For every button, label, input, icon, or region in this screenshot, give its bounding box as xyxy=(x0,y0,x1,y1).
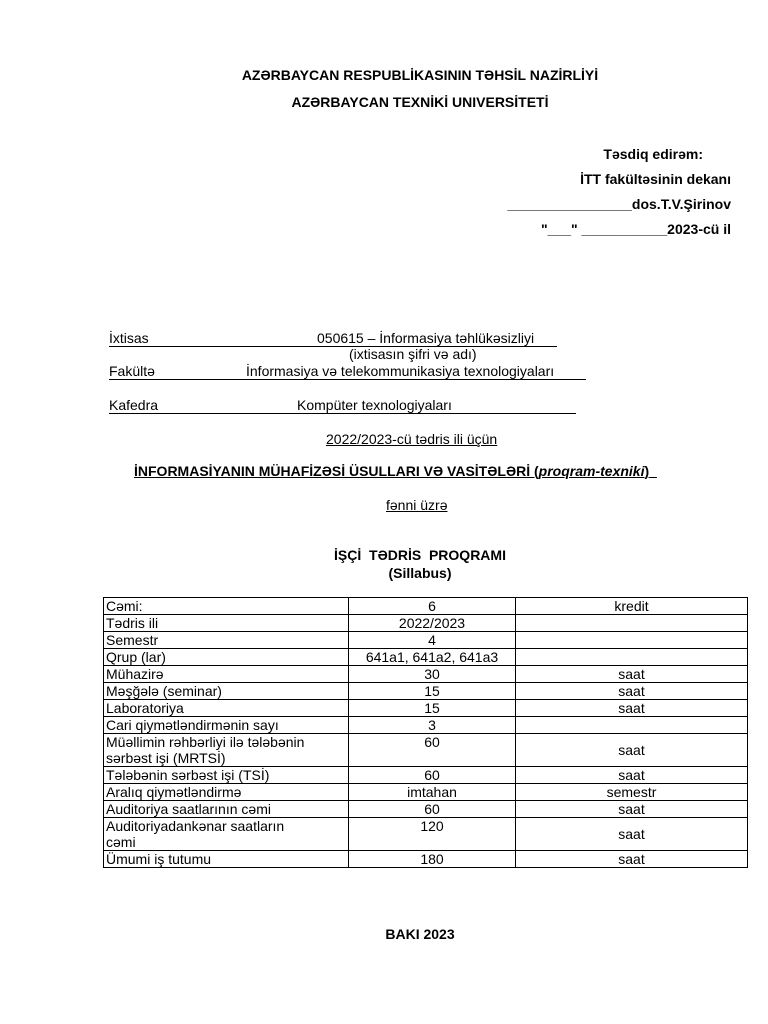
faculty-value: İnformasiya və telekommunikasiya texnologiyaları xyxy=(246,363,555,379)
row-value: 60 xyxy=(349,734,516,767)
specialty-value: 050615 – İnformasiya təhlükəsizliyi xyxy=(317,330,535,346)
table-row xyxy=(104,598,748,615)
row-unit xyxy=(516,632,748,649)
row-value: 6 xyxy=(349,598,516,615)
table-row xyxy=(104,666,748,683)
syllabus-table xyxy=(103,597,748,868)
course-title-main: İNFORMASİYANIN MÜHAFİZƏSİ ÜSULLARI VƏ VASİTƏLƏRİ ( xyxy=(134,463,539,479)
row-unit: kredit xyxy=(516,598,748,615)
table-row xyxy=(104,784,748,801)
table-row xyxy=(104,801,748,818)
row-label: Auditoriya saatlarının cəmi xyxy=(104,801,349,818)
department-line xyxy=(109,397,576,414)
subject-note: fənni üzrə xyxy=(386,497,448,513)
approval-date-line: "___" ___________2023-cü il xyxy=(541,221,731,237)
row-label: Mühazirə xyxy=(104,666,349,683)
row-unit xyxy=(516,717,748,734)
program-title: İŞÇİ TƏDRİS PROQRAMI xyxy=(334,547,506,563)
row-value: 30 xyxy=(349,666,516,683)
table-row xyxy=(104,818,748,851)
approval-dean-title: İTT fakültəsinin dekanı xyxy=(580,171,731,187)
row-label: Ümumi iş tutumu xyxy=(104,851,349,868)
table-row xyxy=(104,717,748,734)
row-unit: saat xyxy=(516,666,748,683)
faculty-line xyxy=(109,363,586,380)
table-row xyxy=(104,700,748,717)
specialty-note: (ixtisasın şifri və adı) xyxy=(349,346,477,362)
row-unit: saat xyxy=(516,734,748,767)
row-label: Müəllimin rəhbərliyi ilə tələbənin sərbəst işi (MRTSİ) xyxy=(104,734,349,767)
row-label: Məşğələ (seminar) xyxy=(104,683,349,700)
table-row xyxy=(104,851,748,868)
row-value: 60 xyxy=(349,801,516,818)
row-unit: saat xyxy=(516,801,748,818)
table-row xyxy=(104,734,748,767)
table-row xyxy=(104,649,748,666)
specialty-line xyxy=(109,330,557,347)
row-value: 180 xyxy=(349,851,516,868)
row-label: Tədris ili xyxy=(104,615,349,632)
row-unit: saat xyxy=(516,818,748,851)
row-label: Cari qiymətləndirmənin sayı xyxy=(104,717,349,734)
row-value: 2022/2023 xyxy=(349,615,516,632)
row-value: imtahan xyxy=(349,784,516,801)
row-unit: semestr xyxy=(516,784,748,801)
table-row xyxy=(104,615,748,632)
row-value: 641a1, 641a2, 641a3 xyxy=(349,649,516,666)
ministry-heading: AZƏRBAYCAN RESPUBLİKASININ TƏHSİL NAZİRLİYİ xyxy=(241,67,599,83)
row-value: 4 xyxy=(349,632,516,649)
row-value: 60 xyxy=(349,767,516,784)
table-row xyxy=(104,767,748,784)
row-value: 15 xyxy=(349,683,516,700)
academic-year: 2022/2023-cü tədris ili üçün xyxy=(326,431,498,447)
row-label: Laboratoriya xyxy=(104,700,349,717)
row-unit: saat xyxy=(516,767,748,784)
program-subtitle: (Sillabus) xyxy=(388,565,452,581)
approval-title: Təsdiq edirəm: xyxy=(603,146,703,162)
row-unit: saat xyxy=(516,851,748,868)
row-label: Semestr xyxy=(104,632,349,649)
row-label: Cəmi: xyxy=(104,598,349,615)
faculty-label: Fakültə xyxy=(109,363,155,379)
table-row xyxy=(104,683,748,700)
university-heading: AZƏRBAYCAN TEXNİKİ UNIVERSİTETİ xyxy=(291,94,549,110)
row-value: 120 xyxy=(349,818,516,851)
row-unit: saat xyxy=(516,683,748,700)
row-label: Qrup (lar) xyxy=(104,649,349,666)
row-value: 15 xyxy=(349,700,516,717)
table-row xyxy=(104,632,748,649)
course-title xyxy=(134,463,657,479)
course-title-italic: proqram-texniki xyxy=(538,463,645,479)
row-unit: saat xyxy=(516,700,748,717)
approval-signature-line: ________________dos.T.V.Şirinov xyxy=(507,196,731,212)
footer-city-year: BAKI 2023 xyxy=(385,926,455,942)
department-value: Kompüter texnologiyaları xyxy=(297,397,452,413)
row-unit xyxy=(516,615,748,632)
row-label: Tələbənin sərbəst işi (TSİ) xyxy=(104,767,349,784)
course-title-end: ) xyxy=(644,463,650,479)
row-label: Auditoriyadankənar saatların cəmi xyxy=(104,818,349,851)
row-value: 3 xyxy=(349,717,516,734)
row-label: Aralıq qiymətləndirmə xyxy=(104,784,349,801)
department-label: Kafedra xyxy=(109,397,159,413)
row-unit xyxy=(516,649,748,666)
specialty-label: İxtisas xyxy=(109,330,149,346)
